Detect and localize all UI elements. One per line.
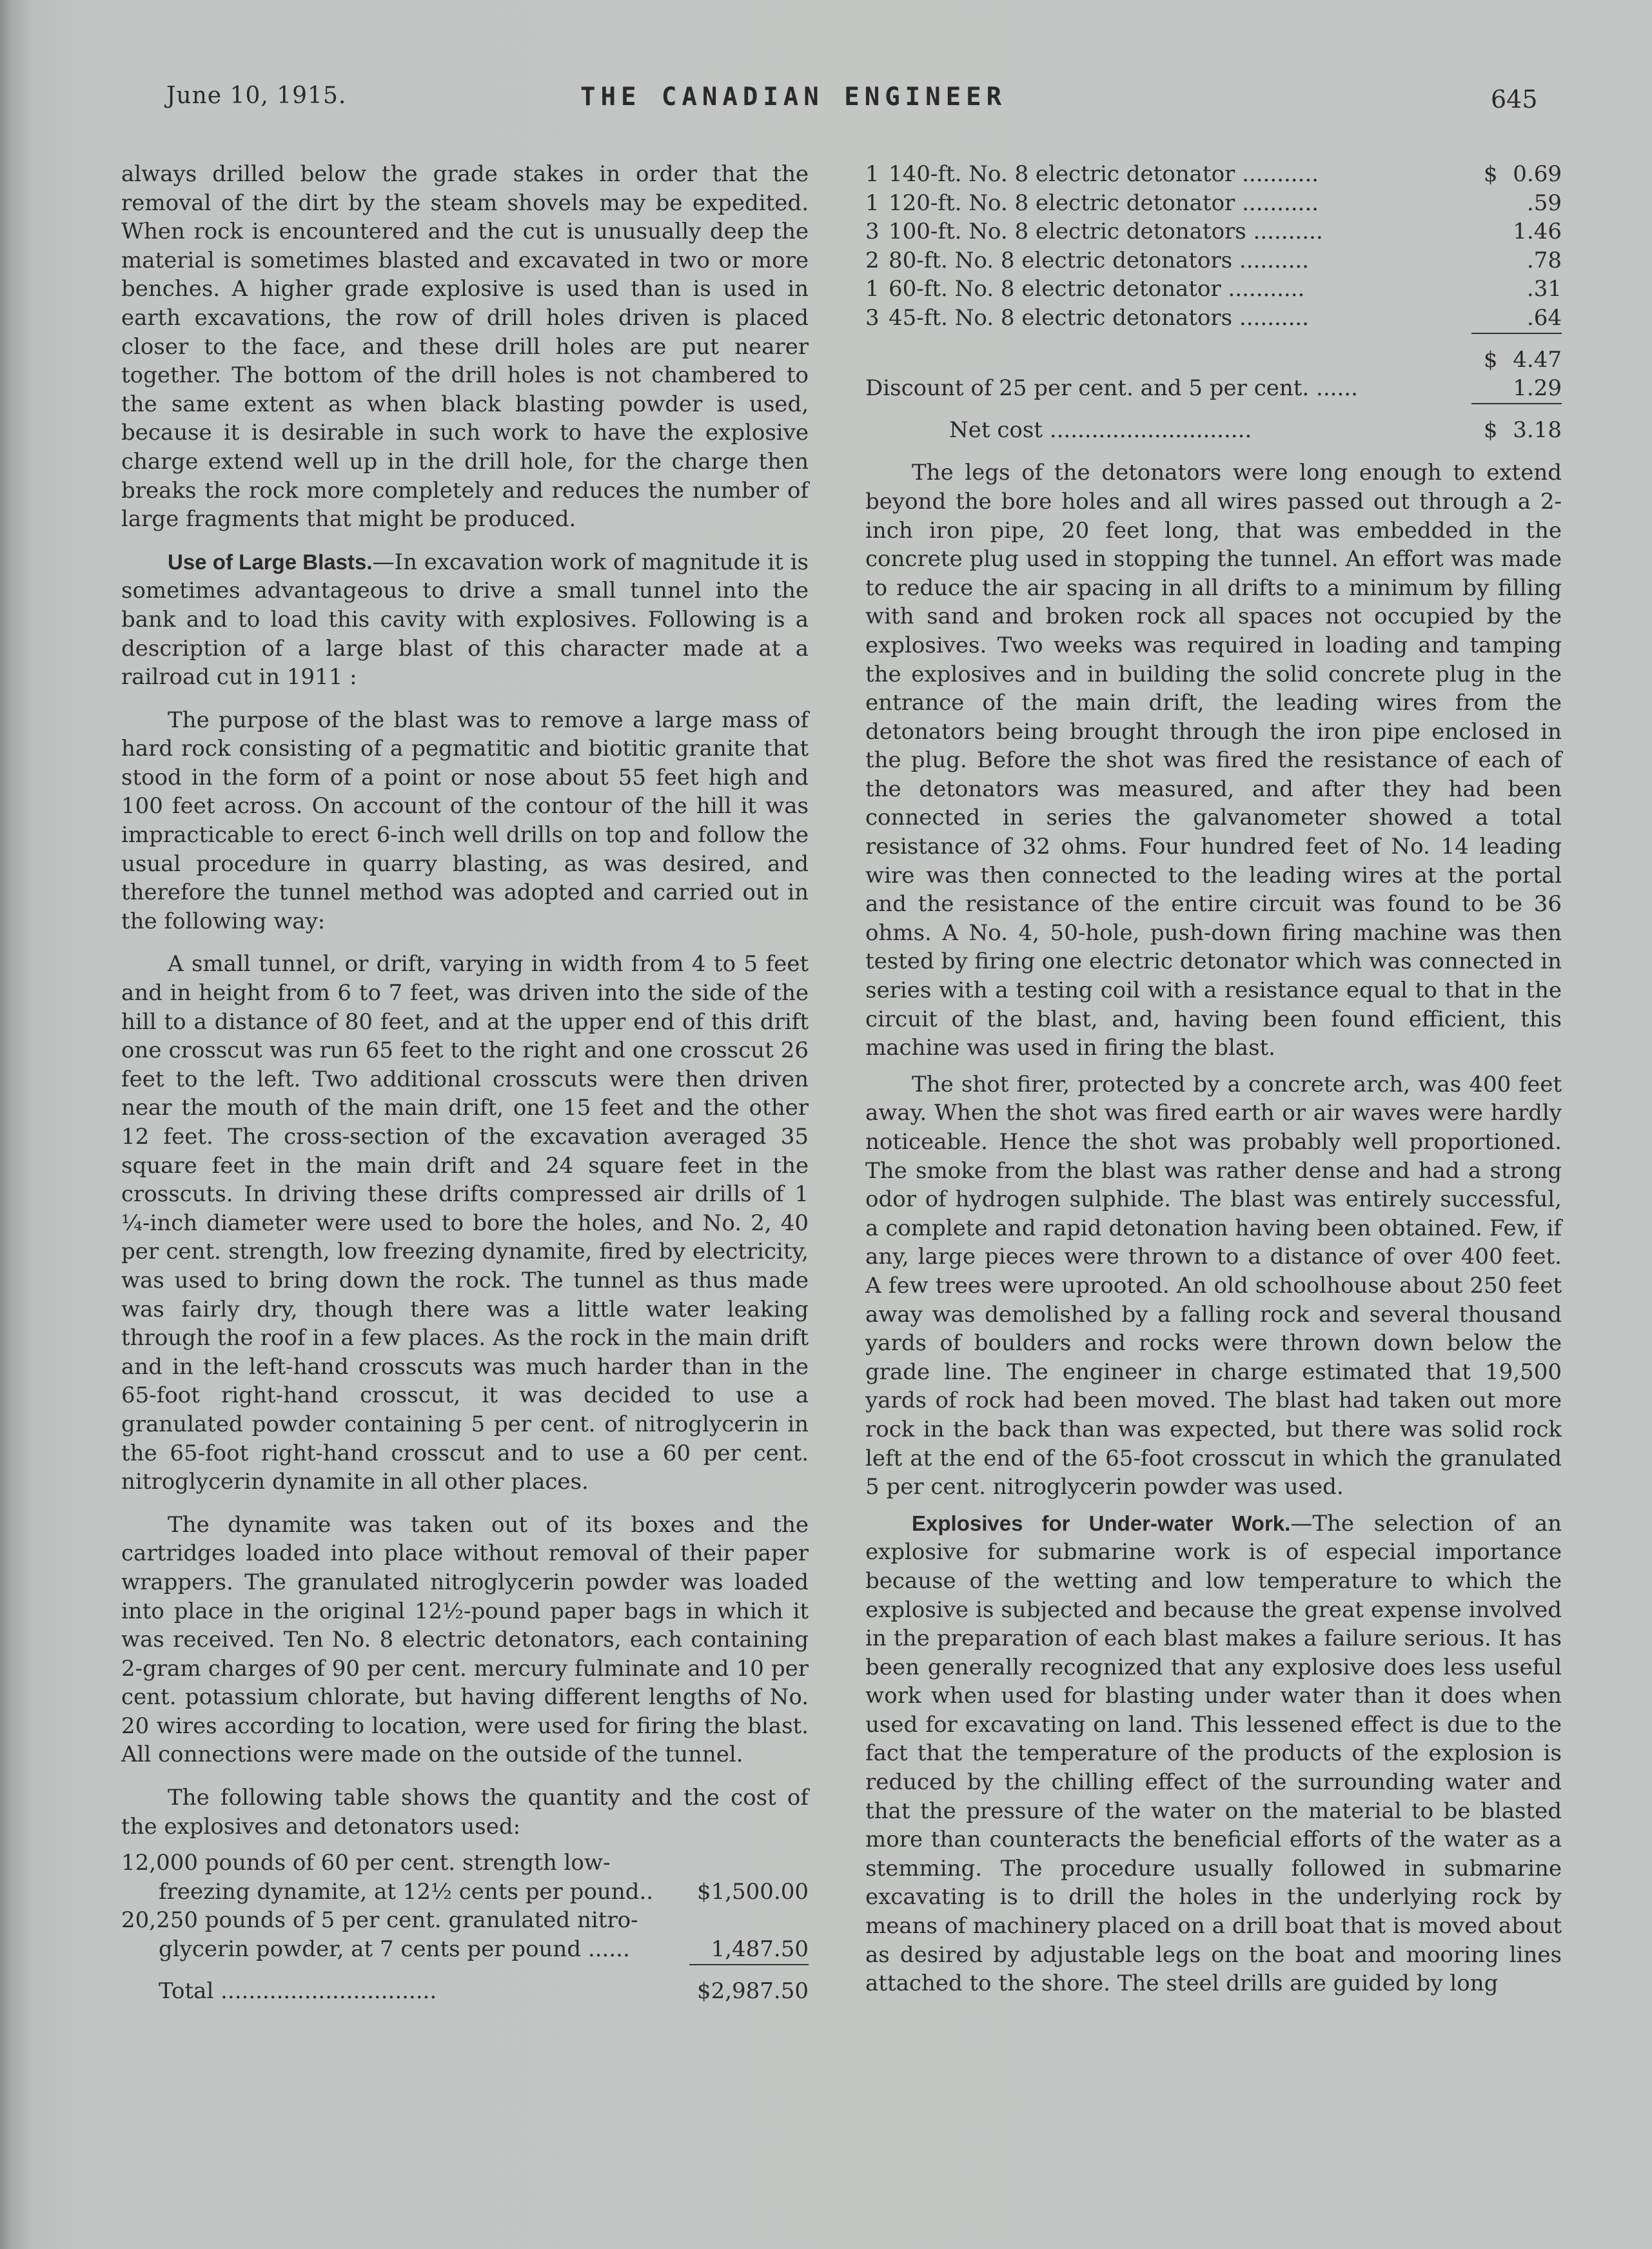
table-amount: 1,487.50 (711, 1936, 809, 1963)
table-row (865, 189, 1562, 218)
table-row (121, 1906, 809, 1935)
paragraph: The following table shows the quantity and the cost of the explosives and detonators used: (121, 1785, 809, 1840)
desc-cell: 80-ft. No. 8 electric detonators .......... (889, 247, 1309, 273)
section-paragraph-large-blasts (121, 548, 809, 692)
qty-cell: 2 (865, 247, 880, 273)
left-column (121, 160, 809, 2005)
amount-cell: .59 (1526, 190, 1562, 216)
section-heading: Use of Large Blasts. (168, 549, 373, 574)
paragraph: The legs of the detonators were long enough to extend beyond the bore holes and all wires passed out through a 2-inch iron pipe, 20 feet long, that was embedded in the concrete plug used in stopping the tunnel. An effort was made to reduce the air spacing in all drifts to a minimum by filling with sand and broken rock all spaces not occupied by the explosives. Two weeks was required in loading and tamping the explosives and in building the solid concrete plug in the entrance of the main drift, the leading wires from the detonators being brought through the iron pipe enclosed in the plug. Before the shot was fired the resistance of each of the detonators was measured, and after they had been connected in series the galvanometer showed a total resistance of 32 ohms. Four hundred feet of No. 14 leading wire was then connected to the leading wires at the portal and the resistance of the entire circuit was found to be 36 ohms. A No. 4, 50-hole, push-down firing machine was then tested by firing one electric detonator which was connected in series with a testing coil with a resistance equal to that in the circuit of the blast, and, having been found efficient, this machine was used in firing the blast. (865, 460, 1562, 1061)
total-rule (689, 1965, 809, 1977)
dollar-cell: $ (1483, 346, 1498, 373)
dollar-cell (1471, 275, 1497, 304)
table-row-total (121, 1977, 809, 2006)
table-row (121, 1935, 809, 1965)
qty-cell: 3 (865, 304, 880, 331)
table-rule-row (865, 404, 1562, 416)
qty-cell: 1 (865, 276, 880, 302)
subtotal-row (865, 346, 1562, 375)
paragraph: The purpose of the blast was to remove a large mass of hard rock consisting of a pegmatitic and biotitic granite that stood in the form of a point or nose about 55 feet high and 100 feet across. On account of the contour of the hill it was impracticable to erect 6-inch well drills on top and follow the usual procedure in quarry blasting, as was desired, and therefore the tunnel method was adopted and carried out in the following way: (121, 707, 809, 934)
journal-title: THE CANADIAN ENGINEER (580, 83, 1007, 112)
discount-row (865, 374, 1562, 404)
dollar-cell (1471, 217, 1497, 246)
paragraph-text: —In excavation work of magnitude it is sometimes advantageous to drive a small tunnel into the bank and to load this cavity with explosives. Following is a description of a large blast of this character made at a railroad cut in 1911 : (121, 549, 809, 691)
table-amount: $1,500.00 (696, 1878, 809, 1905)
desc-cell: 140-ft. No. 8 electric detonator ........... (889, 161, 1319, 187)
table-row (121, 1878, 809, 1907)
desc-cell: 45-ft. No. 8 electric detonators .......... (889, 304, 1309, 331)
paragraph: A small tunnel, or drift, varying in width from 4 to 5 feet and in height from 6 to 7 feet, was driven into the side of the hill to a distance of 80 feet, and at the upper end of this drift one crosscut was run 65 feet to the right and one crosscut 26 feet to the left. Two additional crosscuts were then driven near the mouth of the main drift, one 15 feet and the other 12 feet. The cross-section of the excavation averaged 35 square feet in the main drift and 24 square feet in the crosscuts. In driving these drifts compressed air drills of 1 ¼-inch diameter were used to bore the holes, and No. 2, 40 per cent. strength, low freezing dynamite, fired by electricity, was used to bring down the rock. The tunnel as thus made was fairly dry, though there was a little water leaking through the roof in a few places. As the rock in the main drift and in the left-hand crosscuts was much harder than in the 65-foot right-hand crosscut, it was decided to use a granulated powder containing 5 per cent. of nitroglycerin in the 65-foot right-hand crosscut and to use a 60 per cent. nitroglycerin dynamite in all other places. (121, 951, 809, 1495)
subtotal-rule (1471, 333, 1562, 346)
detonators-cost-table (865, 160, 1562, 444)
desc-cell: 100-ft. No. 8 electric detonators .......... (889, 219, 1323, 245)
paragraph: The dynamite was taken out of its boxes and the cartridges loaded into place without removal of their paper wrappers. The granulated nitroglycerin powder was loaded into place in the original 12½-pound paper bags in which it was received. Ten No. 8 electric detonators, each containing 2-gram charges of 90 per cent. mercury fulminate and 10 per cent. potassium chlorate, but having different lengths of No. 20 wires according to location, were used for firing the blast. All connections were made on the outside of the tunnel. (121, 1511, 809, 1768)
dollar-cell (1471, 304, 1497, 333)
explosives-cost-table (121, 1849, 809, 2005)
table-row (865, 160, 1562, 189)
header-date: June 10, 1915. (166, 83, 347, 109)
table-row (865, 246, 1562, 275)
table-row (121, 1849, 809, 1878)
qty-cell: 3 (865, 219, 880, 245)
desc-cell: 120-ft. No. 8 electric detonator ........... (889, 190, 1319, 216)
page-header (0, 83, 1652, 121)
page-number: 645 (1491, 85, 1538, 113)
paragraph: always drilled below the grade stakes in order that the removal of the dirt by the steam shovels may be expedited. When rock is encountered and the cut is unusually deep the material is sometimes blasted and excavated in two or more benches. A higher grade explosive is used than is used in earth excavations, the row of drill holes driven is placed closer to the face, and these drill holes are put nearer together. The bottom of the drill holes is not chambered to the same extent as when black blasting powder is used, because it is desirable in such work to have the explosive charge extend well up in the drill hole, for the charge then breaks the rock more completely and reduces the number of large fragments that might be produced. (121, 161, 809, 533)
amount-cell: 0.69 (1513, 161, 1562, 187)
net-rule (1471, 404, 1562, 416)
net-cost-label: Net cost ............................. (949, 417, 1252, 443)
table-row (865, 304, 1562, 333)
section-heading: Explosives for Under-water Work. (912, 1511, 1291, 1535)
desc-cell: 60-ft. No. 8 electric detonator ........... (889, 276, 1305, 302)
table-cell: freezing dynamite, at 12½ cents per pound.. (159, 1878, 654, 1905)
table-cell: glycerin powder, at 7 cents per pound ...... (159, 1936, 630, 1963)
qty-cell: 1 (865, 161, 880, 187)
dollar-cell: $ (1483, 417, 1498, 443)
qty-cell: 1 (865, 190, 880, 216)
table-rule-row (865, 333, 1562, 346)
table-rule-row (121, 1965, 809, 1977)
amount-cell: .64 (1526, 304, 1562, 331)
subtotal-amount: 4.47 (1513, 346, 1562, 373)
net-cost-row (865, 416, 1562, 445)
discount-amount: 1.29 (1513, 375, 1562, 402)
dollar-cell (1471, 246, 1497, 275)
table-cell: 12,000 pounds of 60 per cent. strength low- (121, 1850, 611, 1876)
paragraph: The shot firer, protected by a concrete arch, was 400 feet away. When the shot was fired earth or air waves were hardly noticeable. Hence the shot was probably well proportioned. The smoke from the blast was rather dense and had a strong odor of hydrogen sulphide. The blast was entirely successful, a complete and rapid detonation having been obtained. Few, if any, large pieces were thrown to a distance of over 400 feet. A few trees were uprooted. An old schoolhouse about 250 feet away was demolished by a falling rock and several thousand yards of boulders and rocks were thrown down below the grade line. The engineer in charge estimated that 19,500 yards of rock had been moved. The blast had taken out more rock in the back than was expected, but there was solid rock left at the end of the 65-foot crosscut in which the granulated 5 per cent. nitroglycerin powder was used. (865, 1071, 1562, 1500)
total-amount: $2,987.50 (696, 1978, 809, 2004)
dollar-cell: $ (1483, 161, 1498, 187)
total-label: Total ............................... (159, 1978, 437, 2004)
paragraph-text: —The selection of an explosive for submarine work is of especial importance because of the wetting and low temperature to which the explosive is subjected and because the great expense involved in the preparation of each blast makes a failure serious. It has been generally recognized that any explosive does less useful work when used for blasting under water than it does when used for excavating on land. This lessened effect is due to the fact that the temperature of the products of the explosion is reduced by the chilling effect of the surrounding water and that the pressure of the water on the material to be blasted more than counteracts the beneficial efforts of the water as a stemming. The procedure usually followed in submarine excavating is to drill the holes in the underlying rock by means of machinery placed on a drill boat that is moved about as desired by adjustable legs on the boat and mooring lines attached to the shore. The steel drills are guided by long (865, 1510, 1562, 1997)
right-column (865, 160, 1562, 1998)
section-paragraph-underwater (865, 1509, 1562, 1998)
amount-cell: 1.46 (1513, 219, 1562, 245)
table-row (865, 217, 1562, 246)
amount-cell: .31 (1526, 276, 1562, 302)
net-cost-amount: 3.18 (1513, 417, 1562, 443)
table-row (865, 275, 1562, 304)
table-cell: 20,250 pounds of 5 per cent. granulated nitro- (121, 1907, 638, 1934)
discount-label: Discount of 25 per cent. and 5 per cent. ...... (865, 375, 1358, 402)
amount-cell: .78 (1526, 247, 1562, 273)
dollar-cell (1471, 189, 1497, 218)
